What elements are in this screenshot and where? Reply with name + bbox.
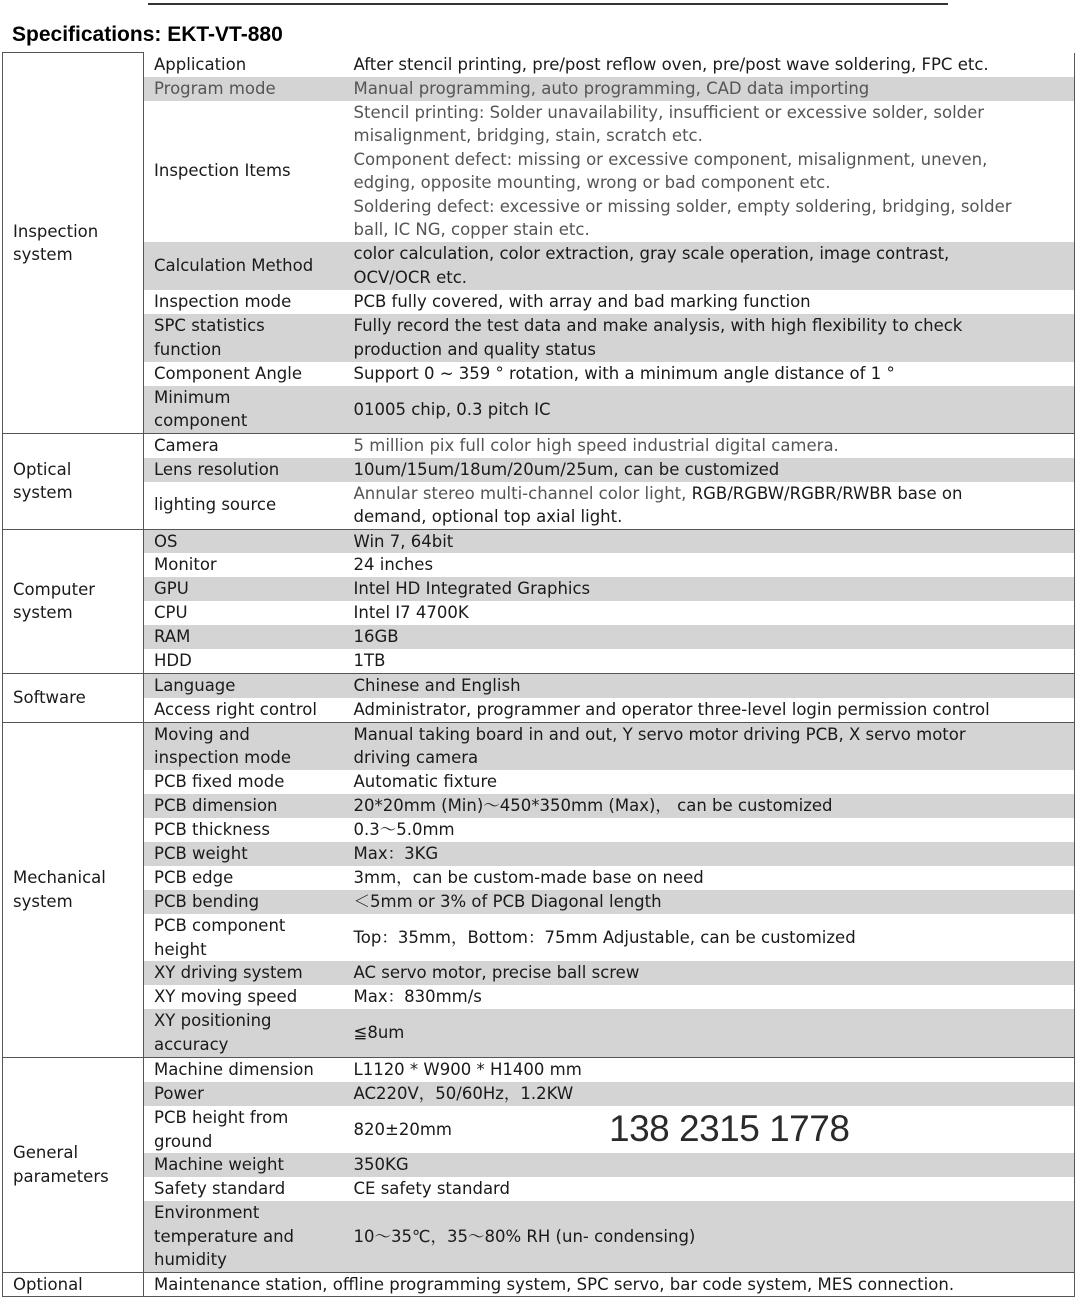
spec-value: Manual taking board in and out, Y servo motor driving PCB, X servo motor driving camera bbox=[344, 722, 1075, 770]
spec-item: Machine weight bbox=[144, 1153, 344, 1177]
table-row bbox=[3, 482, 1075, 530]
table-row bbox=[3, 1057, 1075, 1082]
spec-item: PCB weight bbox=[144, 842, 344, 866]
table-row bbox=[3, 818, 1075, 842]
spec-value: 0.3～5.0mm bbox=[344, 818, 1075, 842]
spec-table bbox=[2, 52, 1075, 1297]
table-row bbox=[3, 1082, 1075, 1106]
spec-value: Maintenance station, offline programming system, SPC servo, bar code system, MES connection. bbox=[144, 1272, 1075, 1297]
spec-item: HDD bbox=[154, 651, 192, 670]
table-row bbox=[3, 1009, 1075, 1057]
group-label-optional: Optional bbox=[3, 1272, 144, 1297]
spec-value: Manual programming, auto programming, CAD data importing bbox=[344, 77, 1075, 101]
spec-item: PCB thickness bbox=[154, 820, 270, 840]
spec-item: Minimum component bbox=[144, 386, 344, 434]
table-row bbox=[3, 1201, 1075, 1272]
spec-item: Application bbox=[154, 54, 247, 74]
spec-item: Power bbox=[144, 1082, 344, 1106]
spec-value: Fully record the test data and make analysis, with high flexibility to check production and quality status bbox=[344, 314, 1075, 362]
table-row bbox=[3, 649, 1075, 673]
spec-value: After stencil printing, pre/post reflow oven, pre/post wave soldering, FPC etc. bbox=[344, 53, 1075, 77]
table-row bbox=[3, 842, 1075, 866]
spec-item: Access right control bbox=[154, 700, 317, 719]
spec-item: Component Angle bbox=[154, 363, 302, 383]
spec-value: Chinese and English bbox=[344, 673, 1075, 698]
spec-item: GPU bbox=[144, 577, 344, 601]
table-row bbox=[3, 698, 1075, 722]
spec-value: CE safety standard bbox=[344, 1177, 1075, 1201]
spec-item: Environment temperature and humidity bbox=[144, 1201, 344, 1272]
spec-value: 10um/15um/18um/20um/25um, can be customized bbox=[344, 458, 1075, 482]
spec-item: OS bbox=[144, 529, 344, 553]
group-label-software: Software bbox=[3, 673, 144, 722]
spec-value: Top：35mm，Bottom：75mm Adjustable, can be customized bbox=[344, 914, 1075, 961]
spec-item: XY driving system bbox=[144, 961, 344, 985]
spec-value: Administrator, programmer and operator three-level login permission control bbox=[344, 698, 1075, 722]
top-divider bbox=[148, 3, 948, 5]
spec-value: PCB fully covered, with array and bad marking function bbox=[344, 290, 1075, 314]
spec-value: ≦8um bbox=[344, 1009, 1075, 1057]
table-row bbox=[3, 673, 1075, 698]
spec-value: Automatic fixture bbox=[344, 770, 1075, 794]
spec-value: 01005 chip, 0.3 pitch IC bbox=[344, 386, 1075, 434]
table-row bbox=[3, 77, 1075, 101]
spec-value: 5 million pix full color high speed industrial digital camera. bbox=[344, 434, 1075, 458]
spec-value: 16GB bbox=[344, 625, 1075, 649]
table-row bbox=[3, 314, 1075, 362]
group-label-general: General parameters bbox=[3, 1057, 144, 1272]
group-label-computer: Computer system bbox=[3, 529, 144, 673]
spec-value: 350KG bbox=[344, 1153, 1075, 1177]
spec-value: Annular stereo multi-channel color light, RGB/RGBW/RGBR/RWBR base on demand, optional top axial light. bbox=[344, 482, 1075, 530]
table-row bbox=[3, 290, 1075, 314]
spec-value: 24 inches bbox=[344, 553, 1075, 577]
spec-value: ＜5mm or 3% of PCB Diagonal length bbox=[344, 890, 1075, 914]
spec-item: Program mode bbox=[144, 77, 344, 101]
spec-value: Max：830mm/s bbox=[344, 985, 1075, 1009]
spec-item: Safety standard bbox=[154, 1179, 286, 1199]
table-row bbox=[3, 625, 1075, 649]
spec-item: Calculation Method bbox=[144, 242, 344, 290]
table-row bbox=[3, 1153, 1075, 1177]
spec-item: PCB component height bbox=[154, 916, 286, 959]
spec-value: Win 7, 64bit bbox=[344, 529, 1075, 553]
table-row bbox=[3, 458, 1075, 482]
table-row bbox=[3, 529, 1075, 553]
table-row bbox=[3, 794, 1075, 818]
spec-value: Intel I7 4700K bbox=[344, 601, 1075, 625]
spec-value: L1120 * W900 * H1400 mm bbox=[344, 1057, 1075, 1082]
spec-item: PCB dimension bbox=[144, 794, 344, 818]
spec-item: PCB height from ground bbox=[154, 1108, 289, 1151]
spec-item: Inspection mode bbox=[154, 291, 292, 311]
spec-item: PCB bending bbox=[144, 890, 344, 914]
table-row bbox=[3, 101, 1075, 242]
group-label-optical: Optical system bbox=[3, 434, 144, 530]
page-title: Specifications: EKT-VT-880 bbox=[12, 23, 283, 46]
spec-item: Language bbox=[144, 673, 344, 698]
spec-item: XY moving speed bbox=[154, 987, 298, 1007]
spec-item: lighting source bbox=[154, 495, 277, 515]
group-label-mechanical: Mechanical system bbox=[3, 722, 144, 1057]
spec-value: 1TB bbox=[344, 649, 1075, 673]
table-row bbox=[3, 53, 1075, 77]
spec-item: SPC statistics function bbox=[144, 314, 344, 362]
table-row bbox=[3, 434, 1075, 458]
group-label-inspection: Inspection system bbox=[3, 53, 144, 434]
spec-item: CPU bbox=[154, 603, 188, 623]
spec-item: Inspection Items bbox=[154, 161, 291, 181]
phone-number-watermark: 138 2315 1778 bbox=[609, 1108, 850, 1149]
table-row bbox=[3, 386, 1075, 434]
table-row bbox=[3, 914, 1075, 961]
table-row bbox=[3, 362, 1075, 386]
spec-item: Moving and inspection mode bbox=[144, 722, 344, 770]
table-row bbox=[3, 242, 1075, 290]
table-row bbox=[3, 961, 1075, 985]
table-row bbox=[3, 1177, 1075, 1201]
spec-value: 20*20mm (Min)～450*350mm (Max)， can be customized bbox=[344, 794, 1075, 818]
table-row bbox=[3, 1106, 1075, 1153]
spec-value: AC220V，50/60Hz，1.2KW bbox=[344, 1082, 1075, 1106]
spec-value: Support 0 ~ 359 ° rotation, with a minimum angle distance of 1 ° bbox=[344, 362, 1075, 386]
spec-value: 10～35℃，35～80% RH (un- condensing) bbox=[344, 1201, 1075, 1272]
table-row bbox=[3, 722, 1075, 770]
table-row bbox=[3, 1272, 1075, 1297]
spec-value: Max：3KG bbox=[344, 842, 1075, 866]
spec-value: 3mm，can be custom-made base on need bbox=[344, 866, 1075, 890]
table-row bbox=[3, 866, 1075, 890]
spec-item: Lens resolution bbox=[144, 458, 344, 482]
spec-value: 820±20mm bbox=[344, 1106, 1075, 1153]
spec-value: Intel HD Integrated Graphics bbox=[344, 577, 1075, 601]
spec-item: XY positioning accuracy bbox=[144, 1009, 344, 1057]
spec-item: RAM bbox=[144, 625, 344, 649]
spec-value: Stencil printing: Solder unavailability, insufficient or excessive solder, solder misalignment, bridging, stain, scratch etc. Component defect: missing or excessive component, misalignment, uneven, edging, opposite mounting, wrong or bad component etc. Soldering defect: excessive or missing solder, empty soldering, bridging, solder ball, IC NG, copper stain etc. bbox=[344, 101, 1075, 242]
spec-value: color calculation, color extraction, gray scale operation, image contrast, OCV/OCR etc. bbox=[344, 242, 1075, 290]
table-row bbox=[3, 890, 1075, 914]
table-row bbox=[3, 985, 1075, 1009]
table-row bbox=[3, 577, 1075, 601]
spec-item: PCB fixed mode bbox=[154, 772, 285, 792]
spec-item: PCB edge bbox=[154, 868, 234, 888]
spec-item: Monitor bbox=[154, 555, 217, 575]
spec-value: AC servo motor, precise ball screw bbox=[344, 961, 1075, 985]
spec-item: Camera bbox=[144, 434, 344, 458]
spec-item: Machine dimension bbox=[144, 1057, 344, 1082]
table-row bbox=[3, 601, 1075, 625]
table-row bbox=[3, 553, 1075, 577]
table-row bbox=[3, 770, 1075, 794]
